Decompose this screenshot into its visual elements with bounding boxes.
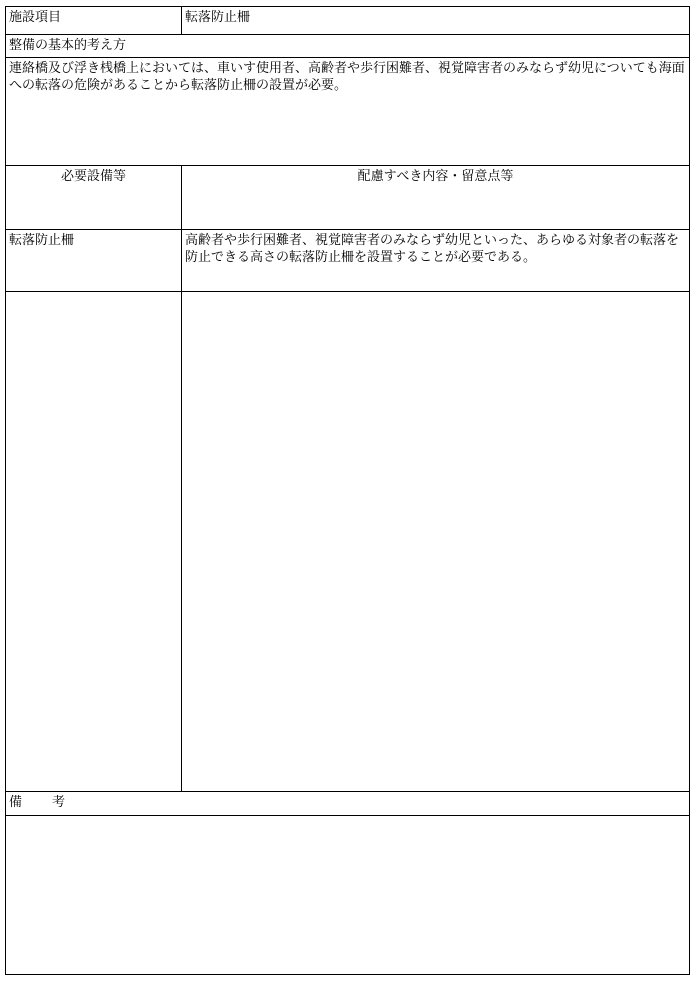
remarks-label-row [6,792,689,816]
basic-concept-label: 整備の基本的考え方 [9,38,127,53]
facility-value: 転落防止柵 [185,10,251,25]
header-equipment: 必要設備等 [6,166,182,229]
facility-label: 施設項目 [6,7,182,34]
remarks-text [6,816,689,974]
remarks-content-row [6,816,689,974]
considerations-cell: 高齢者や歩行困難者、視覚障害者のみならず幼児といった、あらゆる対象者の転落を防止できる高さの転落防止柵を設置することが必要である。 [185,233,680,265]
table-header-row [6,166,689,230]
equipment-cell [6,292,182,791]
table-row [6,292,689,792]
basic-concept-text: 連絡橋及び浮き桟橋上においては、車いす使用者、高齢者や歩行困難者、視覚障害者のみならず幼児についても海面への転落の危険があることから転落防止柵の設置が必要。 [9,61,685,93]
remarks-label-part1: 備 [9,795,23,810]
table-row [6,230,689,292]
equipment-cell: 転落防止柵 [6,230,182,291]
remarks-label [6,792,689,815]
considerations-cell [182,292,689,791]
header-considerations: 配慮すべき内容・留意点等 [357,169,514,184]
facility-sheet [5,6,690,975]
remarks-label-part2: 考 [52,795,66,810]
facility-row [6,7,689,35]
basic-concept-text-row [6,58,689,166]
basic-concept-label-row [6,35,689,58]
